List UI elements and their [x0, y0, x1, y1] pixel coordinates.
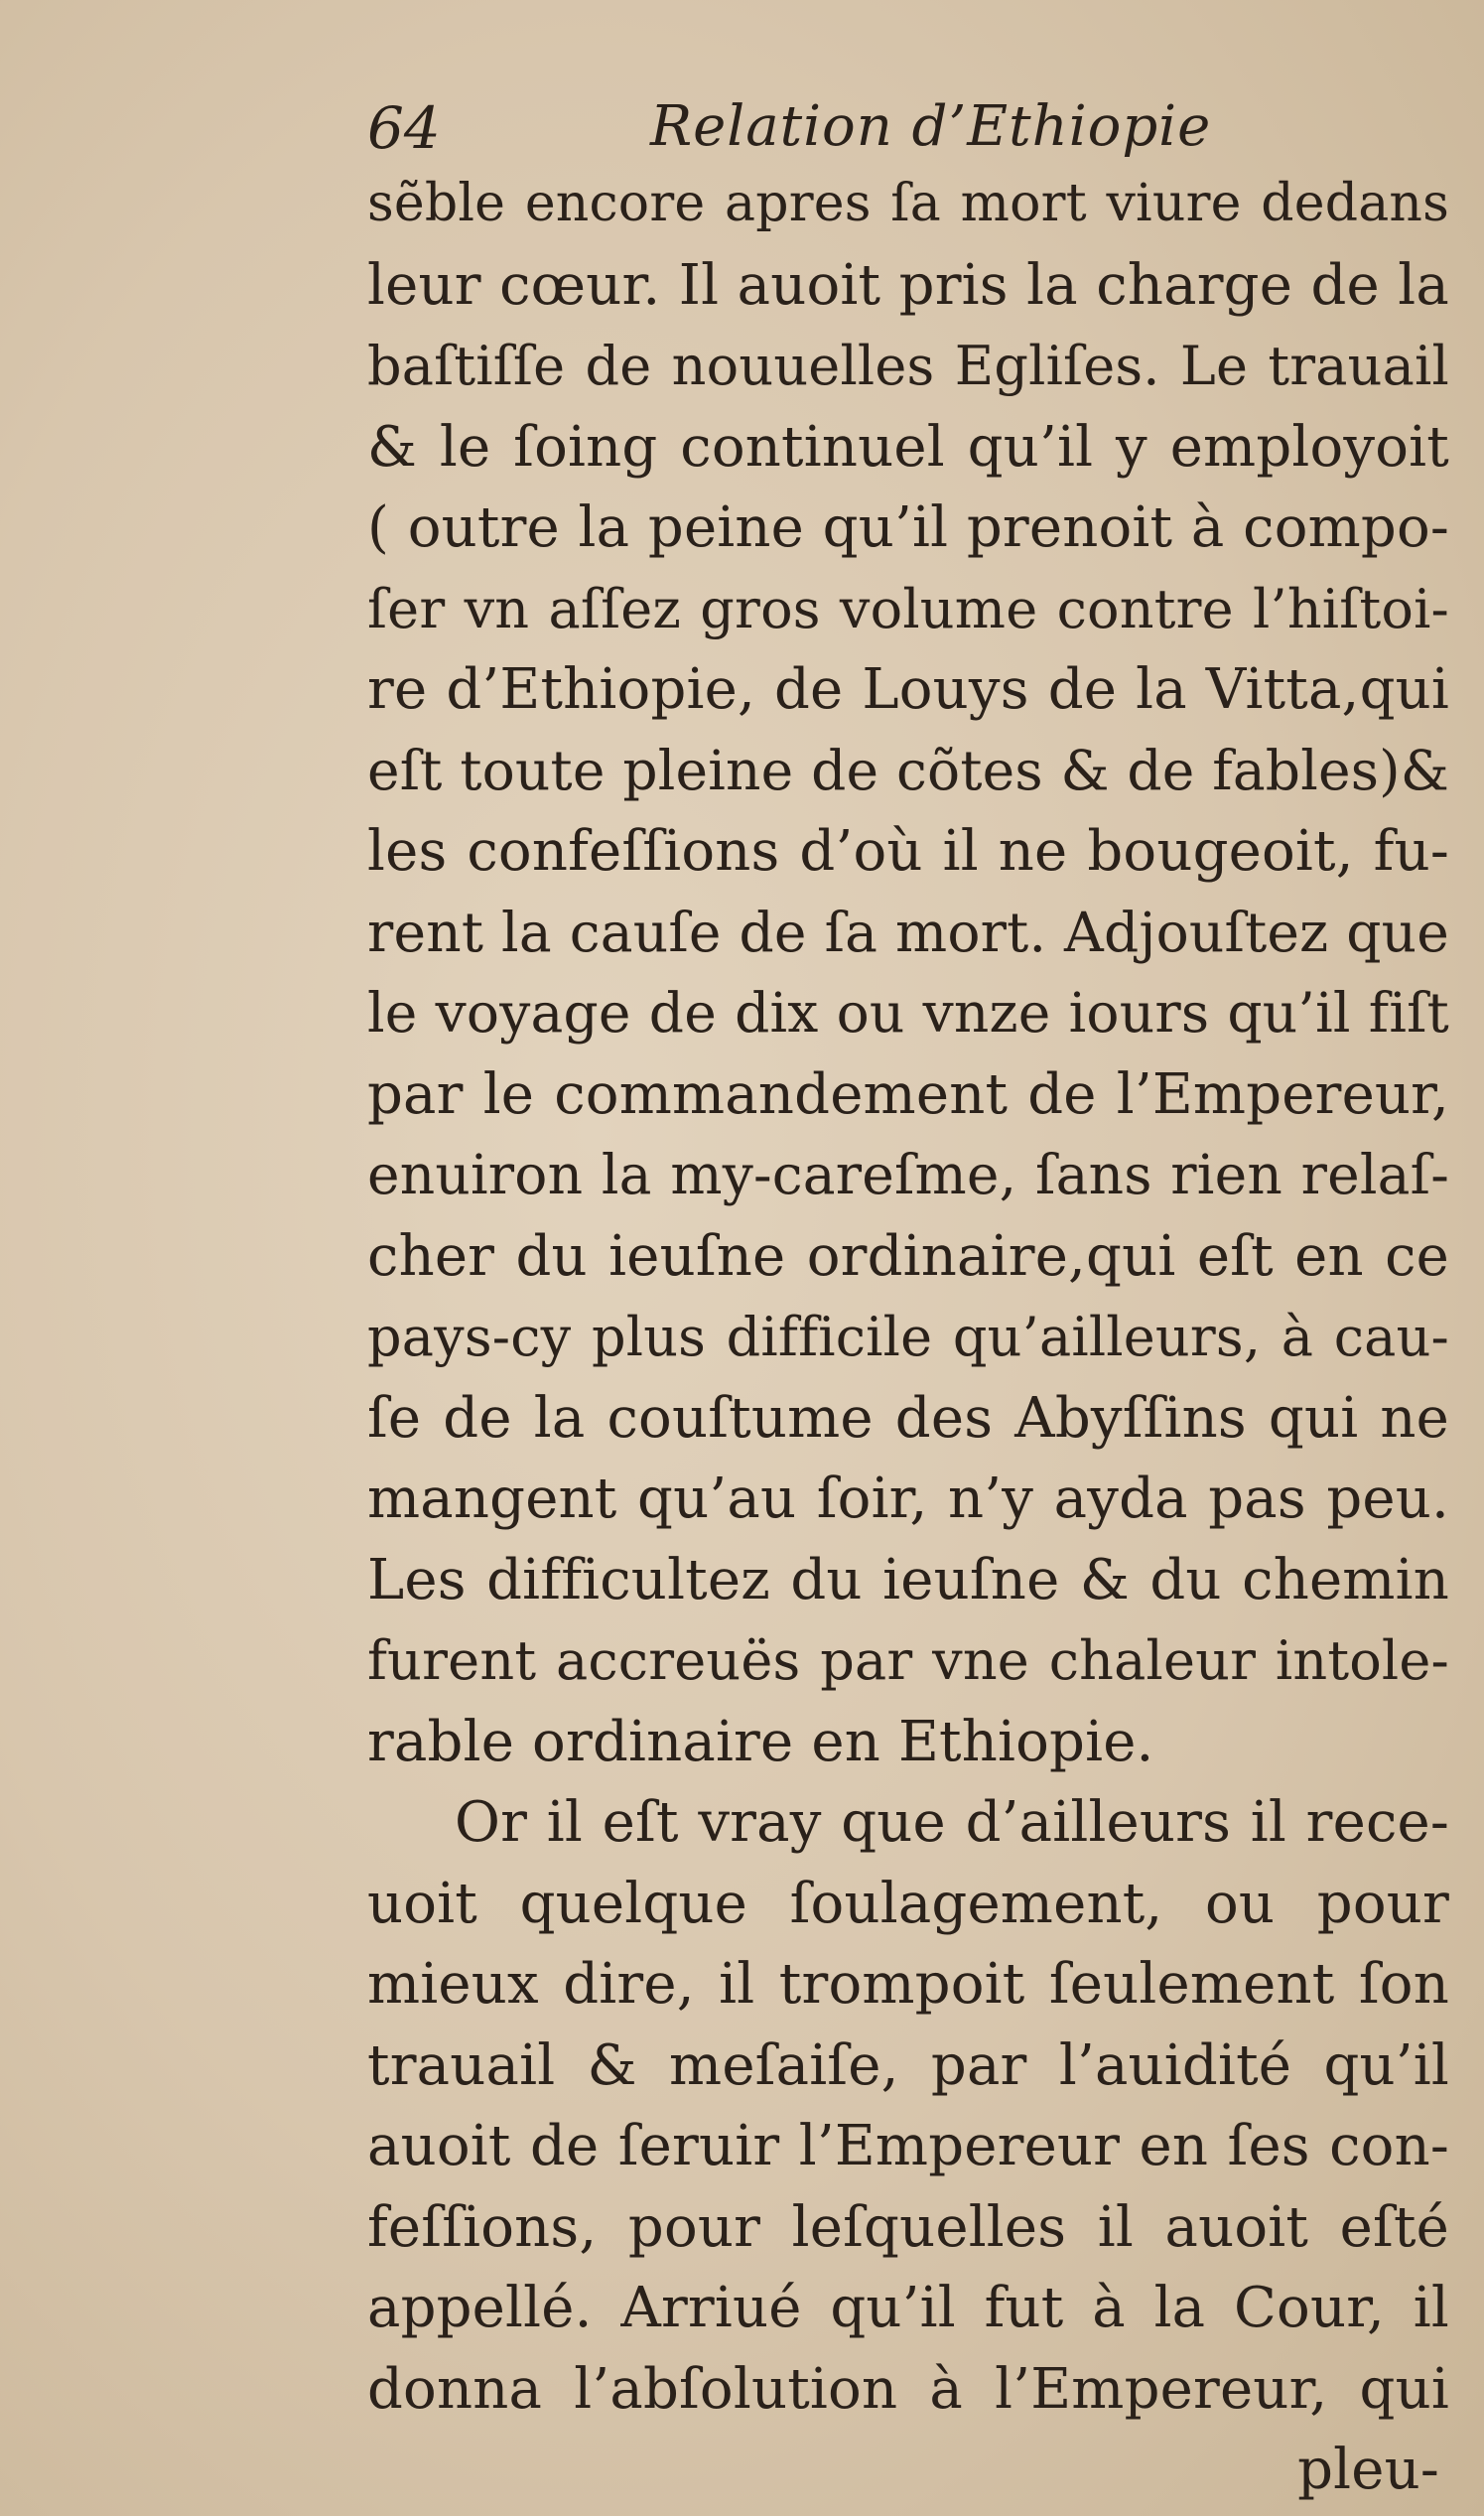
text-line: furent accreuës par vne chaleur intole-	[367, 1629, 1449, 1692]
text-line: cher du ieuſne ordinaire,qui eſt en ce	[367, 1223, 1449, 1289]
running-title: Relation d’Ethiopie	[650, 94, 1212, 159]
paragraph-start-line: Or il eſt vray que d’ailleurs il rece-	[455, 1790, 1449, 1855]
text-line: ſe de la couſtume des Abyſſins qui ne	[367, 1385, 1449, 1451]
text-line: ſer vn aſſez gros volume contre l’hiſtoi-	[367, 577, 1449, 640]
text-line: & le ſoing continuel qu’il y employoit	[367, 414, 1449, 480]
text-line: par le commandement de l’Empereur,	[367, 1061, 1449, 1127]
text-line: pays-cy plus difficile qu’ailleurs, à cau-	[367, 1306, 1449, 1368]
body-text	[367, 164, 1449, 2511]
text-line: les confeſſions d’où il ne bougeoit, fu-	[367, 819, 1449, 884]
text-line: rent la cauſe de ſa mort. Adjouſtez que	[367, 900, 1449, 964]
text-line: appellé. Arriué qu’il fut à la Cour, il	[367, 2276, 1449, 2340]
text-line: leur cœur. Il auoit pris la charge de la	[367, 252, 1449, 318]
text-line: feſſions, pour leſquelles il auoit eſté	[367, 2194, 1449, 2260]
text-line: mangent qu’au ſoir, n’y ayda pas peu.	[367, 1467, 1449, 1531]
text-line: Les difficultez du ieuſne & du chemin	[367, 1547, 1449, 1612]
text-line: re d’Ethiopie, de Louys de la Vitta,qui	[367, 657, 1449, 722]
text-line: enuiron la my-careſme, ſans rien relaſ-	[367, 1143, 1449, 1206]
text-line: eſt toute pleine de cõtes & de fables)&	[367, 738, 1449, 802]
text-line: mieux dire, il trompoit ſeulement ſon	[367, 1952, 1449, 2017]
page-header	[367, 94, 1449, 174]
text-line: ( outre la peine qu’il prenoit à compo-	[367, 495, 1449, 560]
text-line: trauail & meſaiſe, par l’auidité qu’il	[367, 2032, 1449, 2098]
text-line: le voyage de dix ou vnze iours qu’il fiſt	[367, 981, 1449, 1045]
text-line: sẽble encore apres ſa mort viure dedans	[367, 174, 1449, 233]
text-line: baſtiſſe de nouuelles Egliſes. Le trauail	[367, 335, 1449, 397]
catchword: pleu-	[1297, 2438, 1439, 2502]
text-line: donna l’abſolution à l’Empereur, qui	[367, 2356, 1449, 2422]
text-line: auoit de ſeruir l’Empereur en ſes con-	[367, 2114, 1449, 2178]
page-number: 64	[367, 94, 441, 162]
paragraph-end-line: rable ordinaire en Ethiopie.	[367, 1709, 1154, 1774]
text-line: uoit quelque ſoulagement, ou pour	[367, 1871, 1449, 1936]
